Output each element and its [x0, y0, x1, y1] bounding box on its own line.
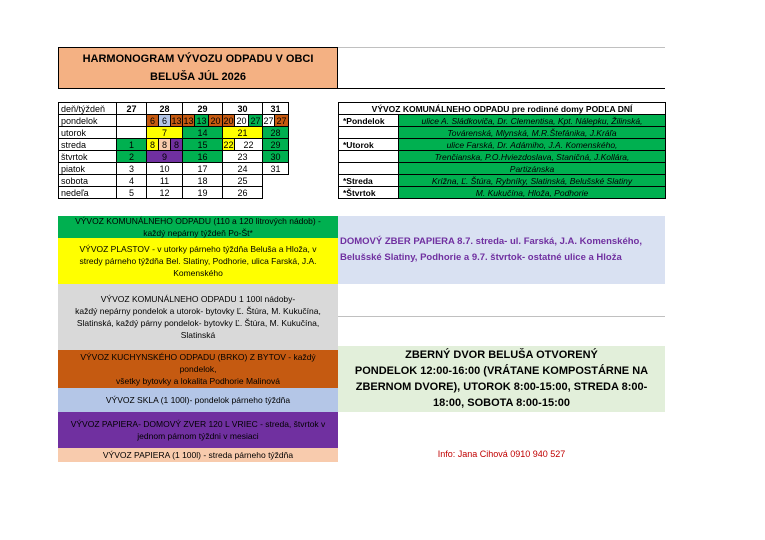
calendar-day-label: streda [59, 139, 117, 151]
route-day-label [339, 127, 399, 139]
legend-komunalny-line-2: každý nepárny týždeň Po-Št* [143, 228, 253, 238]
legend-nadoby-line-1: VÝVOZ KOMUNÁLNEHO ODPADU 1 100l nádoby- [100, 294, 296, 304]
route-day-label [339, 163, 399, 175]
legend-papier [58, 412, 338, 448]
legend-plasty-line-2: stredy párneho týždňa Bel. Slatiny, Podhorie, ulica Farská, J.A. [79, 256, 317, 266]
legend-papier-1100 [58, 448, 338, 462]
legend-sklo-text: VÝVOZ SKLA (1 100l)- pondelok párneho týždňa [105, 395, 291, 405]
calendar-date-cell: 16 [183, 151, 223, 163]
calendar-date-cell: 17 [183, 163, 223, 175]
divider-line [338, 316, 665, 317]
calendar-day-label: sobota [59, 175, 117, 187]
title-right-area [338, 47, 665, 89]
calendar-date-cell: 2 [117, 151, 147, 163]
calendar-date-cell: 23 [223, 151, 263, 163]
calendar-date-cell: 31 [263, 163, 289, 175]
legend-plasty-line-3: Komenského [173, 268, 223, 278]
calendar-date-cell: 20 [236, 115, 247, 126]
calendar-empty-cell [263, 187, 289, 199]
calendar-date-cell: 22 [223, 139, 234, 150]
calendar-day-label: piatok [59, 163, 117, 175]
calendar-date-cell: 4 [117, 175, 147, 187]
calendar-date-cell: 24 [223, 163, 263, 175]
calendar-date-cell: 28 [263, 127, 289, 139]
zberny-dvor-line-2: PONDELOK 12:00-16:00 (VRÁTANE KOMPOSTÁRNE NA [354, 365, 649, 377]
routes-header: VÝVOZ KOMUNÁLNEHO ODPADU pre rodinné domy PODĽA DNÍ [339, 103, 666, 115]
calendar-date-cell: 9 [147, 151, 183, 163]
calendar-date-cell: 15 [183, 139, 223, 151]
route-streets: ulice A. Sládkoviča, Dr. Clementisa, Kpt. Nálepku, Žilinská, [399, 115, 666, 127]
legend-papier-line-1: VÝVOZ PAPIERA- DOMOVÝ ZVER 120 L VRIEC - streda, štvrtok v [70, 419, 326, 429]
legend-nadoby-line-3: Slatinská, každý párny pondelok- bytovky Ľ. Štúra, M. Kukučína, [76, 318, 320, 328]
calendar-week-header: 27 [117, 103, 147, 115]
calendar-date-cell [117, 115, 147, 127]
calendar-week-header: 30 [223, 103, 263, 115]
legend-papier-line-2: jednom párnom týždni v mesiaci [137, 431, 259, 441]
legend-brko [58, 350, 338, 388]
calendar-table [58, 102, 365, 199]
legend-plasty-line-1: VÝVOZ PLASTOV - v utorky párneho týždňa Beluša a Hloža, v [79, 244, 317, 254]
zberny-dvor-hours [338, 346, 665, 412]
route-day-label: *Štvrtok [339, 187, 399, 199]
route-day-label: *Utorok [339, 139, 399, 151]
legend-nadoby [58, 284, 338, 350]
zberny-dvor-line-1: ZBERNÝ DVOR BELUŠA OTVORENÝ [405, 349, 598, 361]
calendar-week-header: 31 [263, 103, 289, 115]
legend-nadoby-line-4: Slatinská [180, 330, 216, 340]
legend-plasty [58, 238, 338, 284]
legend-sklo [58, 388, 338, 412]
calendar-date-cell: 27 [276, 115, 287, 126]
calendar-date-cell: 5 [117, 187, 147, 199]
calendar-date-cell: 21 [223, 127, 263, 139]
calendar-week-header: 28 [147, 103, 183, 115]
calendar-date-cell: 10 [147, 163, 183, 175]
route-streets: ulice Farská, Dr. Adámiho, J.A. Komenského, [399, 139, 666, 151]
calendar-date-cell: 3 [117, 163, 147, 175]
calendar-date-cell: 30 [263, 151, 289, 163]
zberny-dvor-line-3: ZBERNOM DVORE), UTOROK 8:00-15:00, STREDA 8:00- [355, 381, 648, 393]
calendar-date-cell: 6 [147, 115, 159, 127]
route-day-label: *Pondelok [339, 115, 399, 127]
domovy-zber-line-1: DOMOVÝ ZBER PAPIERA 8.7. streda- ul. Farská, J.A. Komenského, [340, 236, 642, 247]
calendar-empty-cell [263, 175, 289, 187]
route-streets: Trenčianska, P.O.Hviezdoslava, Staničná, J.Kollára, [399, 151, 666, 163]
calendar-date-cell: 12 [147, 187, 183, 199]
calendar-date-cell: 8 [171, 139, 183, 151]
routes-table [338, 102, 666, 199]
legend-papier-1100-text: VÝVOZ PAPIERA (1 100l) - streda párneho týždňa [102, 450, 294, 460]
calendar-header-label: deň/týždeň [59, 103, 117, 115]
calendar-date-cell: 13 [196, 115, 207, 126]
legend-komunalny-line-1: VÝVOZ KOMUNÁLNEHO ODPADU (110 a 120 litrových nádob) - [75, 216, 321, 226]
domovy-zber-line-2: Belušské Slatiny, Podhorie a 9.7. štvrtok- ostatné ulice a Hloža [340, 252, 622, 263]
route-streets: M. Kukučína, Hloža, Podhorie [399, 187, 666, 199]
route-day-label [339, 151, 399, 163]
legend-brko-line-1: VÝVOZ KUCHYNSKÉHO ODPADU (BRKO) Z BYTOV - každý pondelok, [80, 352, 316, 374]
legend-brko-line-2: všetky bytovky a lokalita Podhorie Malinová [116, 376, 280, 386]
calendar-date-cell: 1 [117, 139, 147, 151]
calendar-date-cell: 11 [147, 175, 183, 187]
legend-nadoby-line-2: každý nepárny pondelok a utorok- bytovky Ľ. Štúra, M. Kukučína, [75, 306, 321, 316]
zberny-dvor-line-4: 18:00, SOBOTA 8:00-15:00 [433, 397, 570, 409]
route-streets: Krížna, Ľ. Štúra, Rybníky, Slatinská, Belušské Slatiny [399, 175, 666, 187]
domovy-zber-papiera [338, 216, 665, 284]
schedule-title [58, 47, 338, 89]
calendar-date-cell [117, 127, 147, 139]
calendar-date-cell: 22 [235, 139, 263, 151]
calendar-date-cell: 13 [183, 115, 194, 126]
calendar-date-cell: 20 [223, 115, 234, 126]
info-contact: Info: Jana Cihová 0910 940 527 [437, 449, 566, 459]
calendar-date-cell: 27 [263, 115, 274, 126]
calendar-day-label: pondelok [59, 115, 117, 127]
calendar-date-cell: 8 [159, 139, 171, 151]
route-day-label: *Streda [339, 175, 399, 187]
calendar-date-cell: 27 [250, 115, 261, 126]
calendar-date-cell: 14 [183, 127, 223, 139]
route-streets: Továrenská, Mlynská, M.R.Štefánika, J.Kráľa [399, 127, 666, 139]
route-streets: Partizánska [399, 163, 666, 175]
calendar-date-cell: 19 [183, 187, 223, 199]
calendar-date-cell: 25 [223, 175, 263, 187]
calendar-date-cell: 13 [171, 115, 182, 126]
calendar-week-header: 29 [183, 103, 223, 115]
calendar-day-label: štvrtok [59, 151, 117, 163]
calendar-date-cell: 7 [147, 127, 183, 139]
calendar-date-cell: 29 [263, 139, 289, 151]
calendar-day-label: nedeľa [59, 187, 117, 199]
calendar-date-cell: 6 [159, 115, 171, 127]
title-line-1: HARMONOGRAM VÝVOZU ODPADU V OBCI [82, 53, 314, 65]
calendar-date-cell: 18 [183, 175, 223, 187]
calendar-date-cell: 8 [147, 139, 159, 151]
title-line-2: BELUŠA JÚL 2026 [150, 71, 246, 83]
calendar-date-cell: 20 [210, 115, 221, 126]
calendar-date-cell: 26 [223, 187, 263, 199]
calendar-day-label: utorok [59, 127, 117, 139]
legend-komunalny [58, 216, 338, 238]
